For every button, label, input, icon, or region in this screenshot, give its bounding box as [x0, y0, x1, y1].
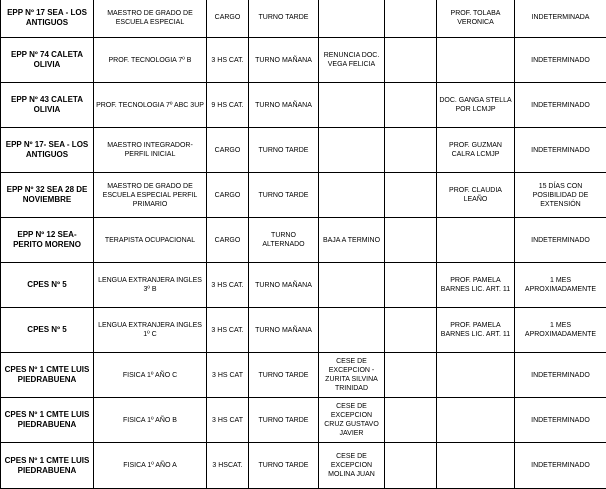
extra-cell: [385, 83, 437, 128]
hours-cell: 9 HS CAT.: [207, 83, 249, 128]
table-row: [1, 0, 606, 38]
holder-cell: [437, 398, 515, 443]
shift-cell: TURNO TARDE: [249, 128, 319, 173]
table-row: [1, 263, 606, 308]
reason-cell: CESE DE EXCEPCION CRUZ GUSTAVO JAVIER: [319, 398, 385, 443]
hours-cell: 3 HS CAT.: [207, 263, 249, 308]
school-cell: CPES Nº 5: [1, 308, 94, 353]
school-cell: EPP Nº 74 CALETA OLIVIA: [1, 38, 94, 83]
school-cell: CPES Nº 5: [1, 263, 94, 308]
position-cell: LENGUA EXTRANJERA INGLES 3º B: [94, 263, 207, 308]
shift-cell: TURNO TARDE: [249, 398, 319, 443]
shift-cell: TURNO ALTERNADO: [249, 218, 319, 263]
reason-cell: [319, 308, 385, 353]
school-cell: EPP Nº 32 SEA 28 DE NOVIEMBRE: [1, 173, 94, 218]
extra-cell: [385, 173, 437, 218]
position-cell: PROF. TECNOLOGIA 7º B: [94, 38, 207, 83]
position-cell: MAESTRO DE GRADO DE ESCUELA ESPECIAL: [94, 0, 207, 38]
school-cell: EPP Nº 17- SEA - LOS ANTIGUOS: [1, 128, 94, 173]
period-cell: INDETERMINADO: [515, 398, 606, 443]
holder-cell: PROF. GUZMAN CALRA LCMJP: [437, 128, 515, 173]
reason-cell: CESE DE EXCEPCION MOLINA JUAN: [319, 443, 385, 489]
reason-cell: [319, 0, 385, 38]
period-cell: 1 MES APROXIMADAMENTE: [515, 308, 606, 353]
table-row: [1, 443, 606, 489]
reason-cell: [319, 263, 385, 308]
holder-cell: PROF. PAMELA BARNES LIC. ART. 11: [437, 308, 515, 353]
period-cell: INDETERMINADO: [515, 128, 606, 173]
school-cell: EPP Nº 17 SEA - LOS ANTIGUOS: [1, 0, 94, 38]
reason-cell: CESE DE EXCEPCION - ZURITA SILVINA TRINIDAD: [319, 353, 385, 398]
hours-cell: 3 HS CAT.: [207, 38, 249, 83]
extra-cell: [385, 0, 437, 38]
table-row: [1, 398, 606, 443]
extra-cell: [385, 398, 437, 443]
shift-cell: TURNO MAÑANA: [249, 263, 319, 308]
reason-cell: RENUNCIA DOC. VEGA FELICIA: [319, 38, 385, 83]
holder-cell: DOC. GANGA STELLA POR LCMJP: [437, 83, 515, 128]
extra-cell: [385, 443, 437, 489]
shift-cell: TURNO TARDE: [249, 173, 319, 218]
extra-cell: [385, 218, 437, 263]
hours-cell: CARGO: [207, 173, 249, 218]
hours-cell: 3 HS CAT.: [207, 308, 249, 353]
holder-cell: PROF. CLAUDIA LEAÑO: [437, 173, 515, 218]
school-cell: CPES Nº 1 CMTE LUIS PIEDRABUENA: [1, 398, 94, 443]
table-row: [1, 353, 606, 398]
extra-cell: [385, 128, 437, 173]
hours-cell: 3 HSCAT.: [207, 443, 249, 489]
shift-cell: TURNO MAÑANA: [249, 83, 319, 128]
holder-cell: [437, 218, 515, 263]
position-cell: MAESTRO DE GRADO DE ESCUELA ESPECIAL PERFIL PRIMARIO: [94, 173, 207, 218]
hours-cell: CARGO: [207, 0, 249, 38]
period-cell: INDETERMINADA: [515, 0, 606, 38]
table-row: [1, 83, 606, 128]
position-cell: MAESTRO INTEGRADOR- PERFIL INICIAL: [94, 128, 207, 173]
hours-cell: 3 HS CAT: [207, 353, 249, 398]
school-cell: CPES Nº 1 CMTE LUIS PIEDRABUENA: [1, 443, 94, 489]
extra-cell: [385, 38, 437, 83]
table-row: [1, 218, 606, 263]
holder-cell: [437, 38, 515, 83]
school-cell: CPES Nº 1 CMTE LUIS PIEDRABUENA: [1, 353, 94, 398]
period-cell: INDETERMINADO: [515, 353, 606, 398]
period-cell: 15 DÍAS CON POSIBILIDAD DE EXTENSIÓN: [515, 173, 606, 218]
shift-cell: TURNO MAÑANA: [249, 308, 319, 353]
table-row: [1, 128, 606, 173]
hours-cell: CARGO: [207, 218, 249, 263]
shift-cell: TURNO TARDE: [249, 0, 319, 38]
hours-cell: CARGO: [207, 128, 249, 173]
period-cell: INDETERMINADO: [515, 38, 606, 83]
extra-cell: [385, 308, 437, 353]
holder-cell: [437, 353, 515, 398]
period-cell: 1 MES APROXIMADAMENTE: [515, 263, 606, 308]
extra-cell: [385, 353, 437, 398]
period-cell: INDETERMINADO: [515, 83, 606, 128]
extra-cell: [385, 263, 437, 308]
shift-cell: TURNO TARDE: [249, 443, 319, 489]
reason-cell: [319, 173, 385, 218]
reason-cell: BAJA A TERMINO: [319, 218, 385, 263]
table-row: [1, 308, 606, 353]
position-cell: FISICA 1º AÑO C: [94, 353, 207, 398]
holder-cell: PROF. PAMELA BARNES LIC. ART. 11: [437, 263, 515, 308]
hours-cell: 3 HS CAT: [207, 398, 249, 443]
school-cell: EPP Nº 43 CALETA OLIVIA: [1, 83, 94, 128]
position-cell: FISICA 1º AÑO B: [94, 398, 207, 443]
table-body: [1, 0, 606, 489]
shift-cell: TURNO TARDE: [249, 353, 319, 398]
table-row: [1, 173, 606, 218]
position-cell: TERAPISTA OCUPACIONAL: [94, 218, 207, 263]
table-row: [1, 38, 606, 83]
position-cell: FISICA 1º AÑO A: [94, 443, 207, 489]
period-cell: INDETERMINADO: [515, 443, 606, 489]
period-cell: INDETERMINADO: [515, 218, 606, 263]
school-cell: EPP Nº 12 SEA- PERITO MORENO: [1, 218, 94, 263]
position-cell: PROF. TECNOLOGIA 7º ABC 3UP: [94, 83, 207, 128]
position-cell: LENGUA EXTRANJERA INGLES 1º C: [94, 308, 207, 353]
holder-cell: PROF. TOLABA VERONICA: [437, 0, 515, 38]
reason-cell: [319, 128, 385, 173]
reason-cell: [319, 83, 385, 128]
holder-cell: [437, 443, 515, 489]
shift-cell: TURNO MAÑANA: [249, 38, 319, 83]
